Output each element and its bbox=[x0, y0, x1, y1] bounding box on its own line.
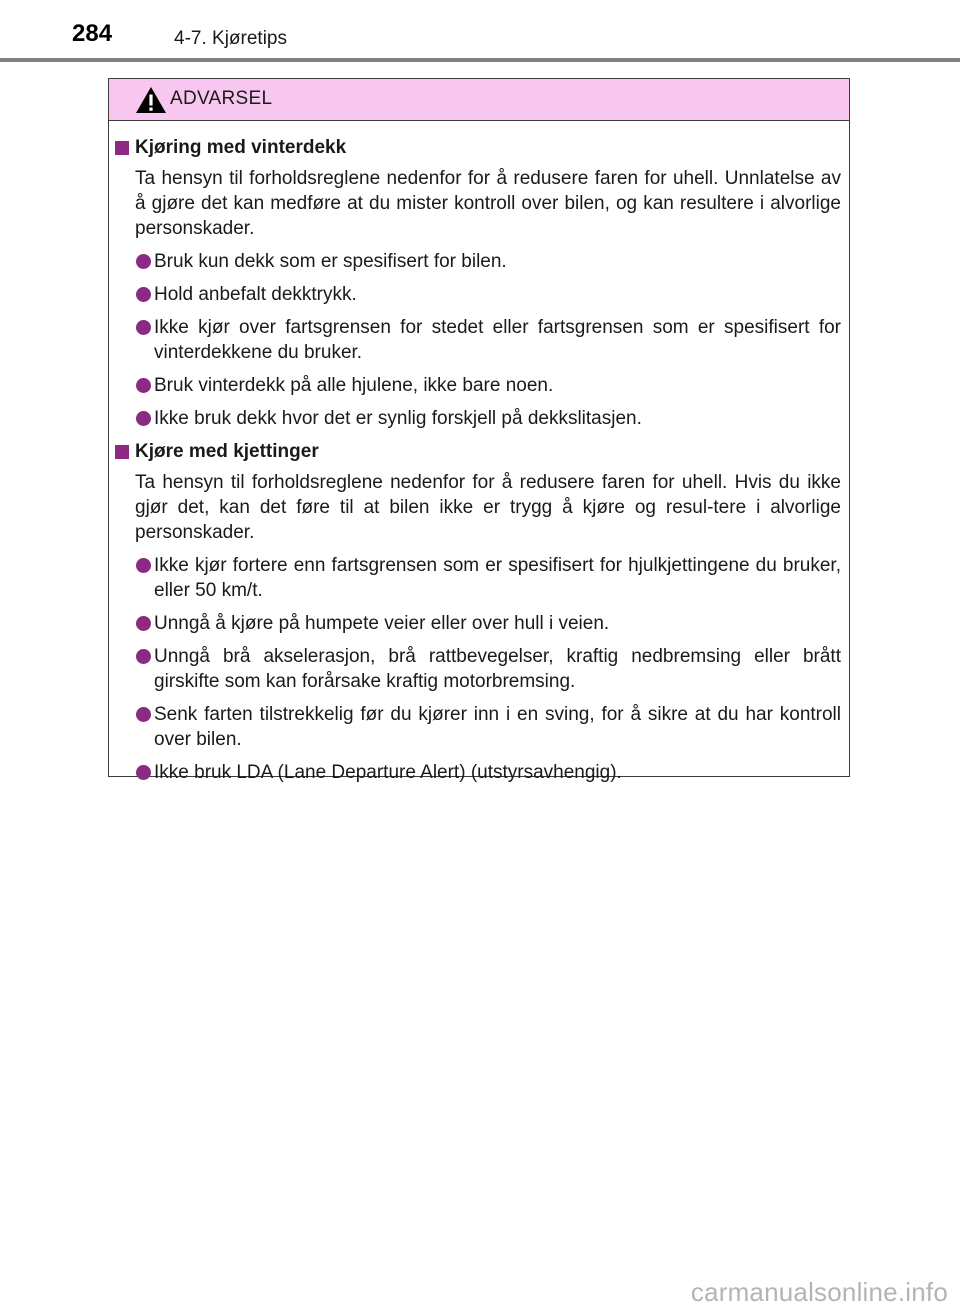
bullet-text: Unngå å kjøre på humpete veier eller over hull i veien. bbox=[154, 613, 610, 634]
page-number: 284 bbox=[72, 20, 113, 47]
warning-body bbox=[109, 121, 849, 785]
bullet-item bbox=[115, 406, 841, 431]
warning-triangle-icon bbox=[135, 86, 167, 114]
warning-label: ADVARSEL bbox=[170, 88, 273, 109]
section-heading bbox=[115, 439, 841, 464]
section-title: 4-7. Kjøretips bbox=[174, 28, 287, 49]
section-intro: Ta hensyn til forholdsreglene nedenfor for å redusere faren for uhell. Hvis du ikke gjør det, kan det føre til at bilen ikke er trygg å kjøre og resul-tere i alvorlige personskader. bbox=[135, 472, 841, 543]
bullet-item bbox=[115, 760, 841, 785]
round-bullet-icon bbox=[136, 378, 151, 393]
bullet-item bbox=[115, 611, 841, 636]
round-bullet-icon bbox=[136, 287, 151, 302]
page-header bbox=[0, 0, 960, 64]
bullet-item bbox=[115, 249, 841, 274]
bullet-text: Ikke kjør over fartsgrensen for stedet eller fartsgrensen som er spesifisert for vinterdekkene du bruker. bbox=[154, 317, 841, 363]
bullet-text: Bruk kun dekk som er spesifisert for bilen. bbox=[154, 251, 507, 272]
section-heading bbox=[115, 135, 841, 160]
bullet-item bbox=[115, 315, 841, 365]
round-bullet-icon bbox=[136, 649, 151, 664]
round-bullet-icon bbox=[136, 254, 151, 269]
bullet-text: Ikke bruk LDA (Lane Departure Alert) (utstyrsavhengig). bbox=[154, 762, 622, 783]
warning-box bbox=[108, 78, 850, 783]
section-heading-text: Kjøring med vinterdekk bbox=[135, 137, 347, 158]
warning-header bbox=[109, 79, 849, 121]
round-bullet-icon bbox=[136, 707, 151, 722]
section-heading-text: Kjøre med kjettinger bbox=[135, 441, 319, 462]
bullet-text: Ikke kjør fortere enn fartsgrensen som er spesifisert for hjulkjettingene du bruker, eller 50 km/t. bbox=[154, 555, 841, 601]
section-intro: Ta hensyn til forholdsreglene nedenfor for å redusere faren for uhell. Unnlatelse av å gjøre det kan medføre at du mister kontroll over bilen, og kan resultere i alvorlige personskader. bbox=[135, 168, 841, 239]
bullet-item bbox=[115, 373, 841, 398]
bullet-text: Senk farten tilstrekkelig før du kjører inn i en sving, for å sikre at du har kontroll over bilen. bbox=[154, 704, 841, 750]
round-bullet-icon bbox=[136, 411, 151, 426]
header-rule bbox=[0, 58, 960, 62]
bullet-text: Ikke bruk dekk hvor det er synlig forskjell på dekkslitasjen. bbox=[154, 408, 642, 429]
square-bullet-icon bbox=[115, 445, 129, 459]
round-bullet-icon bbox=[136, 616, 151, 631]
watermark: carmanualsonline.info bbox=[690, 1277, 948, 1307]
bullet-text: Hold anbefalt dekktrykk. bbox=[154, 284, 357, 305]
bullet-text: Unngå brå akselerasjon, brå rattbevegelser, kraftig nedbremsing eller brått girskifte som kan forårsake kraftig motorbremsing. bbox=[154, 646, 841, 692]
bullet-text: Bruk vinterdekk på alle hjulene, ikke bare noen. bbox=[154, 375, 554, 396]
square-bullet-icon bbox=[115, 141, 129, 155]
round-bullet-icon bbox=[136, 558, 151, 573]
round-bullet-icon bbox=[136, 320, 151, 335]
bullet-item bbox=[115, 553, 841, 603]
round-bullet-icon bbox=[136, 765, 151, 780]
bullet-item bbox=[115, 644, 841, 694]
bullet-item bbox=[115, 282, 841, 307]
bullet-item bbox=[115, 702, 841, 752]
